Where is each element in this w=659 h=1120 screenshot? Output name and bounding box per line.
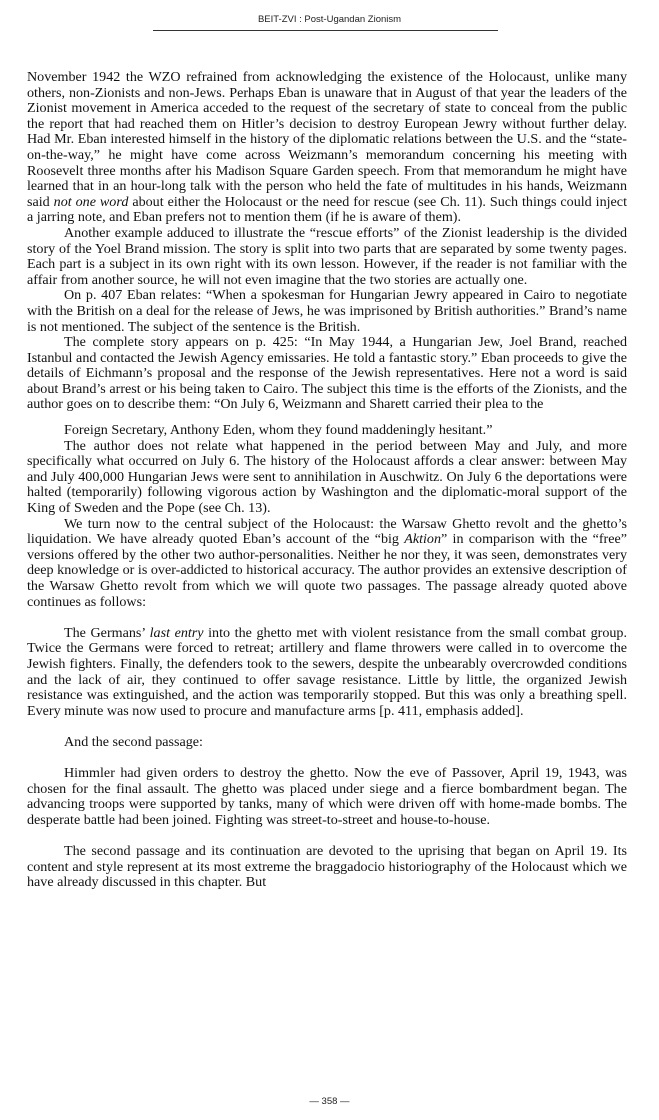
emphasis-aktion: Aktion (404, 531, 442, 548)
running-header: BEIT-ZVI : Post-Ugandan Zionism (257, 14, 402, 25)
paragraph-may-july: The author does not relate what happened in the period between May and July, and more specifically what occurred on July 6. The history of the Holocaust affords a clear answer: between May and July 400,000 Hungarian Jews were sent to annihilation in Auschwitz. On July 6 the deportations were halted (temporarily) following vigorous action by Washington and the diplomatic-moral support of the King of Sweden and the Pope (see Ch. 13). (27, 437, 627, 517)
blockquote-himmler: Himmler had given orders to destroy the ghetto. Now the eve of Passover, April 19, 1943, was chosen for the final assault. The ghetto was placed under siege and a fierce bombardment began. The advancing troops were supported by tanks, many of which were driven off with home-made bombs. The desperate battle had been joined. Fighting was street-to-street and house-to-house. (27, 765, 627, 828)
paragraph-wzo-holocaust: November 1942 the WZO refrained from acknowledging the existence of the Holocaust, unlike many others, non-Zionists and non-Jews. Perhaps Eban is unaware that in August of that year the leaders of the Zionist movement in America acceded to the request of the secretary of state to conceal from the public the report that had reached them on Hitler’s decision to destroy European Jewry without further delay. Had Mr. Eban interested himself in the history of the diplomatic relations between the U.S. and the “state-on-the-way,” he might have come across Weizmann’s memorandum concerning his meeting with Roosevelt three months after his Madison Square Garden speech. From that memorandum he might have learned that in an hour-long talk with the person who held the fate of multitudes in his hands, Weizmann said not one word about either the Holocaust or the need for rescue (see Ch. 11). Such things could inject a jarring note, and Eban prefers not to mention them (if he is aware of them). (27, 69, 627, 226)
blockquote-last-entry: The Germans’ last entry into the ghetto met with violent resistance from the small combat group. Twice the Germans were forced to retreat; artillery and flame throwers were called in to overcome the Jewish fighters. Finally, the defenders took to the sewers, despite the unbearably overcrowded conditions and the lack of air, they continued to offer savage resistance. Little by little, the organized Jewish resistance was extinguished, and the action was temporarily stopped. But this was only a breathing spell. Every minute was now used to procure and manufacture arms [p. 411, emphasis added]. (27, 624, 627, 719)
paragraph-p407: On p. 407 Eban relates: “When a spokesman for Hungarian Jewry appeared in Cairo to negotiate with the British on a deal for the release of Jews, he was imprisoned by British authorities.” Brand’s name is not mentioned. The subject of the sentence is the British. (27, 287, 627, 335)
paragraph-eden-quote: Foreign Secretary, Anthony Eden, whom they found maddeningly hesitant.” (64, 422, 493, 439)
paragraph-braggadocio: The second passage and its continuation are devoted to the uprising that began on April 19. Its content and style represent at its most extreme the braggadocio historiography of the Holocaust which we have already discussed in this chapter. But (27, 843, 627, 891)
emphasis-last-entry: last entry (149, 624, 204, 641)
paragraph-brand-mission: Another example adduced to illustrate the “rescue efforts” of the Zionist leadership is the divided story of the Yoel Brand mission. The story is split into two parts that are separated by some twenty pages. Each part is a subject in its own right with its own lesson. However, if the reader is not familiar with the affair from another source, he will not even imagine that the two stories are actually one. (27, 224, 627, 288)
paragraph-p425: The complete story appears on p. 425: “In May 1944, a Hungarian Jew, Joel Brand, reached Istanbul and contacted the Jewish Agency emissaries. He told a fantastic story.” Eban proceeds to give the details of Eichmann’s proposal and the response of the Jewish representatives. Here not a word is said about Brand’s arrest or his being taken to Cairo. The subject this time is the efforts of the Zionists, and the author goes on to describe them: “On July 6, Weizmann and Sharett carried their plea to the (27, 334, 627, 413)
emphasis-not-one-word: not one word (53, 193, 129, 210)
paragraph-second-passage-intro: And the second passage: (64, 733, 203, 750)
header-rule (153, 30, 498, 31)
page-body (27, 70, 627, 891)
page-number: — 358 — (309, 1096, 350, 1107)
paragraph-warsaw-ghetto: We turn now to the central subject of the Holocaust: the Warsaw Ghetto revolt and the ghetto’s liquidation. We have already quoted Eban’s account of the “big Aktion” in comparison with the “free” versions offered by the other two author-personalities. Neither he nor they, it was seen, demonstrates very deep knowledge or is over-addicted to historical accuracy. The author provides an extensive description of the Warsaw Ghetto revolt from which we will quote two passages. The passage already quoted above continues as follows: (27, 515, 627, 610)
